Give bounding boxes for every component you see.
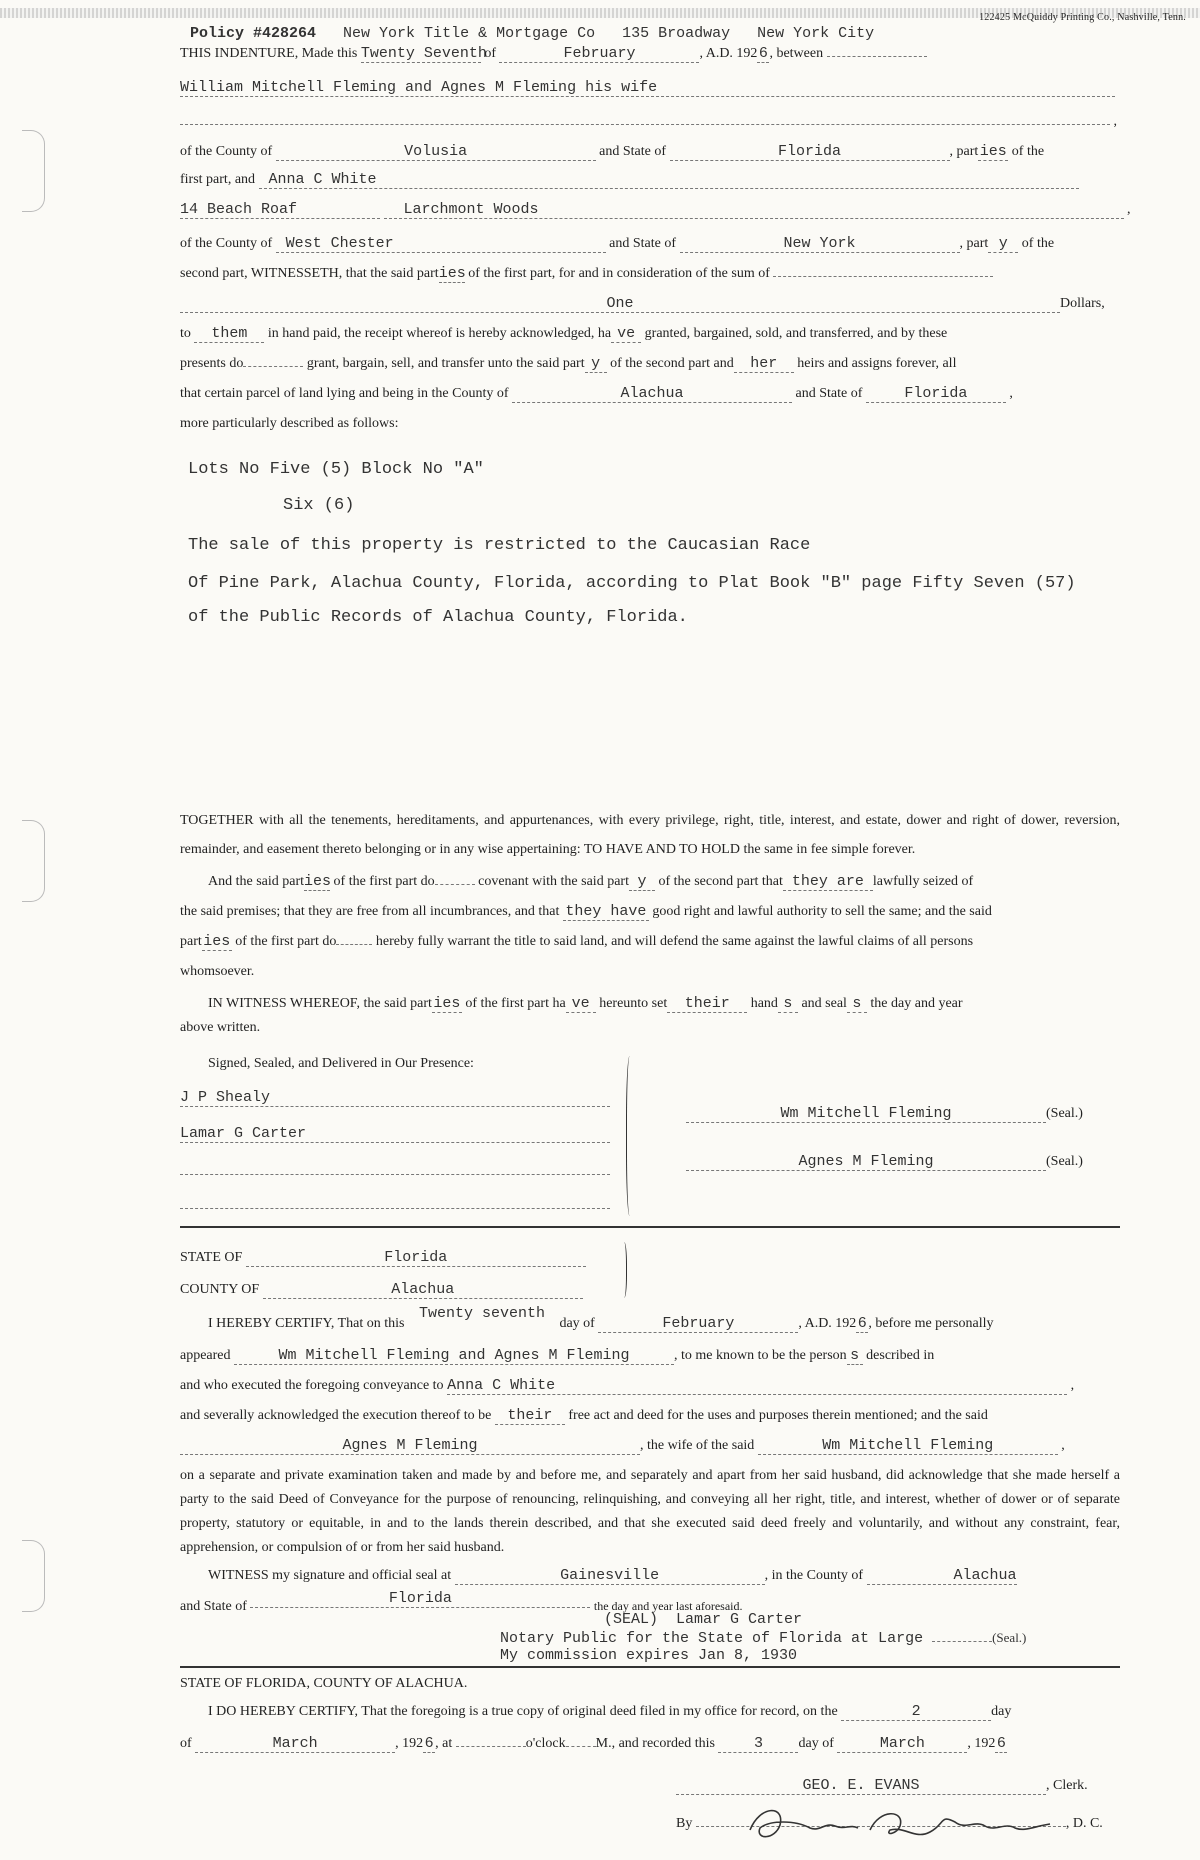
label: grant, bargain, sell, and transfer unto the said part [306, 356, 585, 371]
above-written: above written. [180, 1020, 261, 1035]
grantors-line [180, 78, 1120, 98]
label: And the said part [208, 874, 305, 889]
label: to [180, 326, 191, 341]
label: THIS INDENTURE, Made this [180, 46, 358, 61]
deputy-clerk-signature [740, 1800, 1060, 1850]
recorded-month: March [837, 1736, 967, 1753]
label: and State of [795, 386, 863, 401]
grantor-state: Florida [670, 144, 950, 161]
label: presents do [180, 356, 244, 371]
blank [435, 872, 475, 885]
day-year-aforesaid: the day and year last aforesaid. [593, 1599, 743, 1613]
signature-brace [626, 1056, 635, 1216]
label: the said premises; that they are free from all incumbrances, and that [180, 904, 560, 919]
label: I DO HEREBY CERTIFY, That the foregoing is a true copy of original deed filed in my office for record, on the [208, 1704, 838, 1719]
their: their [667, 996, 747, 1013]
ack-wife: Agnes M Fleming [180, 1438, 640, 1455]
ack-state-line [180, 1248, 1120, 1268]
company-city: New York City [757, 25, 875, 42]
blank [932, 1629, 992, 1642]
blank [773, 264, 993, 277]
grantee-suffix: y [585, 356, 607, 373]
covenant-y: y [629, 874, 655, 891]
ack-month: February [598, 1316, 798, 1333]
label: first part, and [180, 172, 256, 187]
premises-line [180, 902, 1120, 922]
label: and State of [180, 1599, 247, 1614]
legal-description-line: The sale of this property is restricted to the Caucasian Race [188, 536, 811, 555]
warrant-line [180, 932, 1120, 952]
presence-label: Signed, Sealed, and Delivered in Our Presence: [208, 1056, 474, 1071]
label: I HEREBY CERTIFY, That on this [208, 1316, 405, 1331]
indenture-month: February [499, 46, 699, 63]
grantee-address: 14 Beach Roaf [180, 202, 380, 219]
presents-line [180, 354, 1120, 374]
blank [827, 44, 927, 57]
label: STATE OF [180, 1250, 243, 1265]
ack-husband: Wm Mitchell Fleming [758, 1438, 1058, 1455]
they-are: they are [783, 874, 873, 891]
commission-line [500, 1646, 900, 1666]
grantor-signature: Agnes M Fleming [686, 1154, 1046, 1171]
blank-line [180, 1162, 620, 1182]
label: , Clerk. [1046, 1778, 1088, 1793]
recorded-year: 6 [996, 1735, 1006, 1752]
grantor-signature: Wm Mitchell Fleming [686, 1106, 1046, 1123]
label: , between [769, 46, 824, 61]
label: of the second part that [658, 874, 783, 889]
seal-label: (Seal.) [1046, 1106, 1083, 1121]
blank [180, 112, 1110, 125]
label: part [180, 934, 202, 949]
ack-grantee: Anna C White [447, 1378, 1067, 1395]
label: of the County of [180, 144, 273, 159]
label: By [676, 1816, 693, 1831]
ack-county-line [180, 1280, 1120, 1300]
consideration-sum: One [180, 296, 1060, 313]
policy-number: Policy #428264 [190, 25, 317, 42]
label: and severally acknowledged the execution thereof to be [180, 1408, 492, 1423]
label: COUNTY OF [180, 1282, 260, 1297]
seal-stamp: (SEAL) [604, 1611, 659, 1628]
label: , part [949, 144, 979, 159]
clerk-name: GEO. E. EVANS [676, 1778, 1046, 1795]
indenture-year: 6 [758, 45, 768, 62]
label: appeared [180, 1348, 231, 1363]
state-brace [620, 1242, 627, 1298]
grantor-part-suffix: ies [979, 143, 1007, 160]
notary-seal-label: (Seal.) [992, 1630, 1027, 1645]
blank [566, 1734, 596, 1747]
indenture-day: Twenty Seventh [360, 45, 487, 62]
clerk-line [676, 1776, 1116, 1796]
warrant-suffix: ies [203, 933, 231, 950]
grantor-signature-line [686, 1104, 1126, 1124]
grantor-county-line [180, 142, 1120, 162]
hole-punch-mark [22, 820, 45, 902]
label: , at [435, 1736, 453, 1751]
they-have: they have [563, 904, 649, 921]
whomsoever: whomsoever. [180, 964, 255, 979]
label: o'clock [525, 1736, 566, 1751]
described-line: more particularly described as follows: [180, 416, 399, 431]
blank [336, 932, 372, 945]
witness-signature: J P Shealy [180, 1090, 610, 1107]
in-witness-line [208, 994, 1120, 1014]
label: of the first part do [333, 874, 435, 889]
witness-have: ve [566, 996, 596, 1013]
label: Dollars, [1060, 296, 1105, 311]
label: , before me personally [868, 1316, 994, 1331]
hole-punch-mark [22, 130, 45, 212]
parcel-line: that certain parcel of land lying and being in the County of Alachua and State of Florida , [180, 385, 1013, 402]
printer-imprint: 122425 McQuiddy Printing Co., Nashville, Tenn. [979, 12, 1186, 23]
recorded-day: 3 [718, 1736, 798, 1753]
recording-date-line [180, 1734, 1120, 1754]
legal-description-line: Lots No Five (5) Block No "A" [188, 460, 484, 479]
grantee-name: Anna C White [259, 172, 1079, 189]
label: described in [866, 1348, 935, 1363]
label: in hand paid, the receipt whereof is hereby acknowledged, ha [267, 326, 612, 341]
label: , 192 [395, 1736, 424, 1751]
label: of [484, 46, 496, 61]
label: of the first part do [235, 934, 337, 949]
grantee-locality: Larchmont Woods [384, 202, 1124, 219]
label: hand [750, 996, 778, 1011]
hand-s: s [778, 996, 798, 1013]
appeared-line [180, 1346, 1120, 1366]
label: heirs and assigns forever, all [797, 356, 957, 371]
notary-place: Gainesville [455, 1568, 765, 1585]
have-suffix: ve [611, 326, 641, 343]
grantee-state: New York [680, 236, 960, 253]
label: of the first part, for and in consideration of the sum of [468, 266, 770, 281]
notary-seal-line [604, 1610, 904, 1630]
label: free act and deed for the uses and purposes therein mentioned; and the said [568, 1408, 988, 1423]
wife-line: Agnes M Fleming , the wife of the said Wm Mitchell Fleming , [180, 1436, 1120, 1456]
grantee-address-line: 14 Beach Roaf Larchmont Woods , [180, 201, 1131, 218]
paid-line [180, 324, 1120, 344]
seal-s: s [847, 996, 867, 1013]
label: the day and year [870, 996, 963, 1011]
notary-name: Lamar G Carter [676, 1611, 803, 1628]
label: , 192 [967, 1736, 996, 1751]
notary-witness-line [208, 1566, 1120, 1586]
covenant-line [208, 872, 1120, 892]
label: of the [1011, 144, 1045, 159]
label: IN WITNESS WHEREOF, the said part [208, 996, 432, 1011]
label: covenant with the said part [478, 874, 629, 889]
indenture-line [180, 44, 1120, 64]
notary-state: Florida [250, 1591, 590, 1608]
ack-persons: Wm Mitchell Fleming and Agnes M Fleming [234, 1348, 674, 1365]
label: day of [798, 1736, 834, 1751]
grantee-part-suffix: y [988, 236, 1018, 253]
grantors: William Mitchell Fleming and Agnes M Fleming his wife [180, 80, 1115, 97]
label: second part, WITNESSETH, that the said part [180, 266, 439, 281]
legal-description-line: Six (6) [283, 496, 355, 515]
label: , A.D. 192 [699, 46, 758, 61]
label: , to me known to be the person [674, 1348, 847, 1363]
executed-line: and who executed the foregoing conveyance to Anna C White , [180, 1377, 1075, 1394]
label: day [991, 1704, 1012, 1719]
label: of [180, 1736, 192, 1751]
typed-policy-header [190, 24, 1130, 44]
label: lawfully seized of [872, 874, 974, 889]
label: , in the County of [764, 1568, 864, 1583]
label: and State of [609, 236, 677, 251]
label: of the second part and [610, 356, 734, 371]
land-county: Alachua [512, 386, 792, 403]
blank [243, 354, 303, 367]
blank [456, 1734, 526, 1747]
ack-day: Twenty seventh [418, 1305, 545, 1322]
ack-county: Alachua [263, 1282, 583, 1299]
witness-signature-line [180, 1088, 620, 1108]
label: of the County of [180, 236, 273, 251]
witness-signature-line [180, 1124, 620, 1144]
paid-to: them [194, 326, 264, 343]
label: that certain parcel of land lying and being in the County of [180, 386, 509, 401]
label: M., and recorded this [595, 1736, 715, 1751]
label: hereby fully warrant the title to said land, and will defend the same against the lawful claims of all persons [375, 934, 974, 949]
label: and State of [599, 144, 667, 159]
label: , A.D. 192 [798, 1316, 857, 1331]
label: , the wife of the said [640, 1438, 755, 1453]
blank-line: , [180, 112, 1120, 132]
title-company: New York Title & Mortgage Co [343, 25, 596, 42]
notary-title: Notary Public for the State of Florida at Large [500, 1630, 924, 1647]
certify-line [208, 1305, 1120, 1334]
witness-signature: Lamar G Carter [180, 1126, 610, 1143]
ack-year: 6 [857, 1315, 867, 1332]
grantor-signature-line [686, 1152, 1126, 1172]
covenant-suffix: ies [304, 873, 332, 890]
filed-month: March [195, 1736, 395, 1753]
grantee-line [180, 170, 1120, 190]
grantee-county: West Chester [276, 236, 606, 253]
legal-description-line: of the Public Records of Alachua County, Florida. [188, 608, 688, 627]
blank-line [180, 1196, 620, 1216]
label: day of [559, 1316, 595, 1331]
pronoun: her [734, 356, 794, 373]
commission-expires: My commission expires Jan 8, 1930 [500, 1647, 798, 1664]
persons-s: s [847, 1348, 863, 1365]
blank [180, 1196, 610, 1209]
separate-examination-clause: on a separate and private examination taken and made by and before me, and separately and apart from her said husband, did acknowledge that she made herself a party to the said Deed of Conveyance for the purpose of renouncing, relinquishing, and conveying all her right, title, and interest, whether of dower or of separate property, statutory or equitable, in and to the lands therein described, and that she executed said deed freely and voluntarily, and without any constraint, fear, apprehension, or compulsion of or from her said husband. [180, 1468, 1120, 1555]
label: and seal [801, 996, 847, 1011]
witnesseth-line [180, 264, 1120, 284]
hole-punch-mark [22, 1540, 45, 1612]
label: , part [959, 236, 989, 251]
label: and who executed the foregoing conveyance to [180, 1378, 444, 1393]
label: of the first part ha [465, 996, 566, 1011]
ack-their: their [495, 1408, 565, 1425]
ack-state: Florida [246, 1250, 586, 1267]
section-divider [180, 1226, 1120, 1228]
grantee-county-line [180, 234, 1120, 254]
label: hereunto set [599, 996, 668, 1011]
severally-line [180, 1406, 1120, 1426]
notary-county: Alachua [867, 1568, 1017, 1585]
label: of the [1021, 236, 1055, 251]
recording-certify-line [208, 1702, 1120, 1722]
seal-label: (Seal.) [1046, 1154, 1083, 1169]
sum-line [180, 294, 1120, 314]
label: good right and lawful authority to sell the same; and the said [652, 904, 992, 919]
legal-description-line: Of Pine Park, Alachua County, Florida, according to Plat Book "B" page Fifty Seven (57) [188, 574, 1076, 593]
label: WITNESS my signature and official seal at [208, 1568, 452, 1583]
company-address: 135 Broadway [622, 25, 731, 42]
witness-suffix: ies [433, 995, 461, 1012]
filed-year: 6 [424, 1735, 434, 1752]
label: granted, bargained, sold, and transferred, and by these [644, 326, 948, 341]
recording-title: STATE OF FLORIDA, COUNTY OF ALACHUA. [180, 1676, 468, 1691]
filed-day: 2 [841, 1704, 991, 1721]
section-divider [180, 1666, 1120, 1668]
blank [180, 1162, 610, 1175]
land-state: Florida [866, 386, 1006, 403]
witnesseth-suffix: ies [438, 265, 466, 282]
grantor-county: Volusia [276, 144, 596, 161]
label: , D. C. [1065, 1816, 1103, 1831]
together-clause: TOGETHER with all the tenements, hereditaments, and appurtenances, with every privilege, right, title, interest, and estate, dower and right of dower, reversion, remainder, and easement thereto belonging or in any wise appertaining: TO HAVE AND TO HOLD the same in fee simple forever. [180, 813, 1120, 857]
